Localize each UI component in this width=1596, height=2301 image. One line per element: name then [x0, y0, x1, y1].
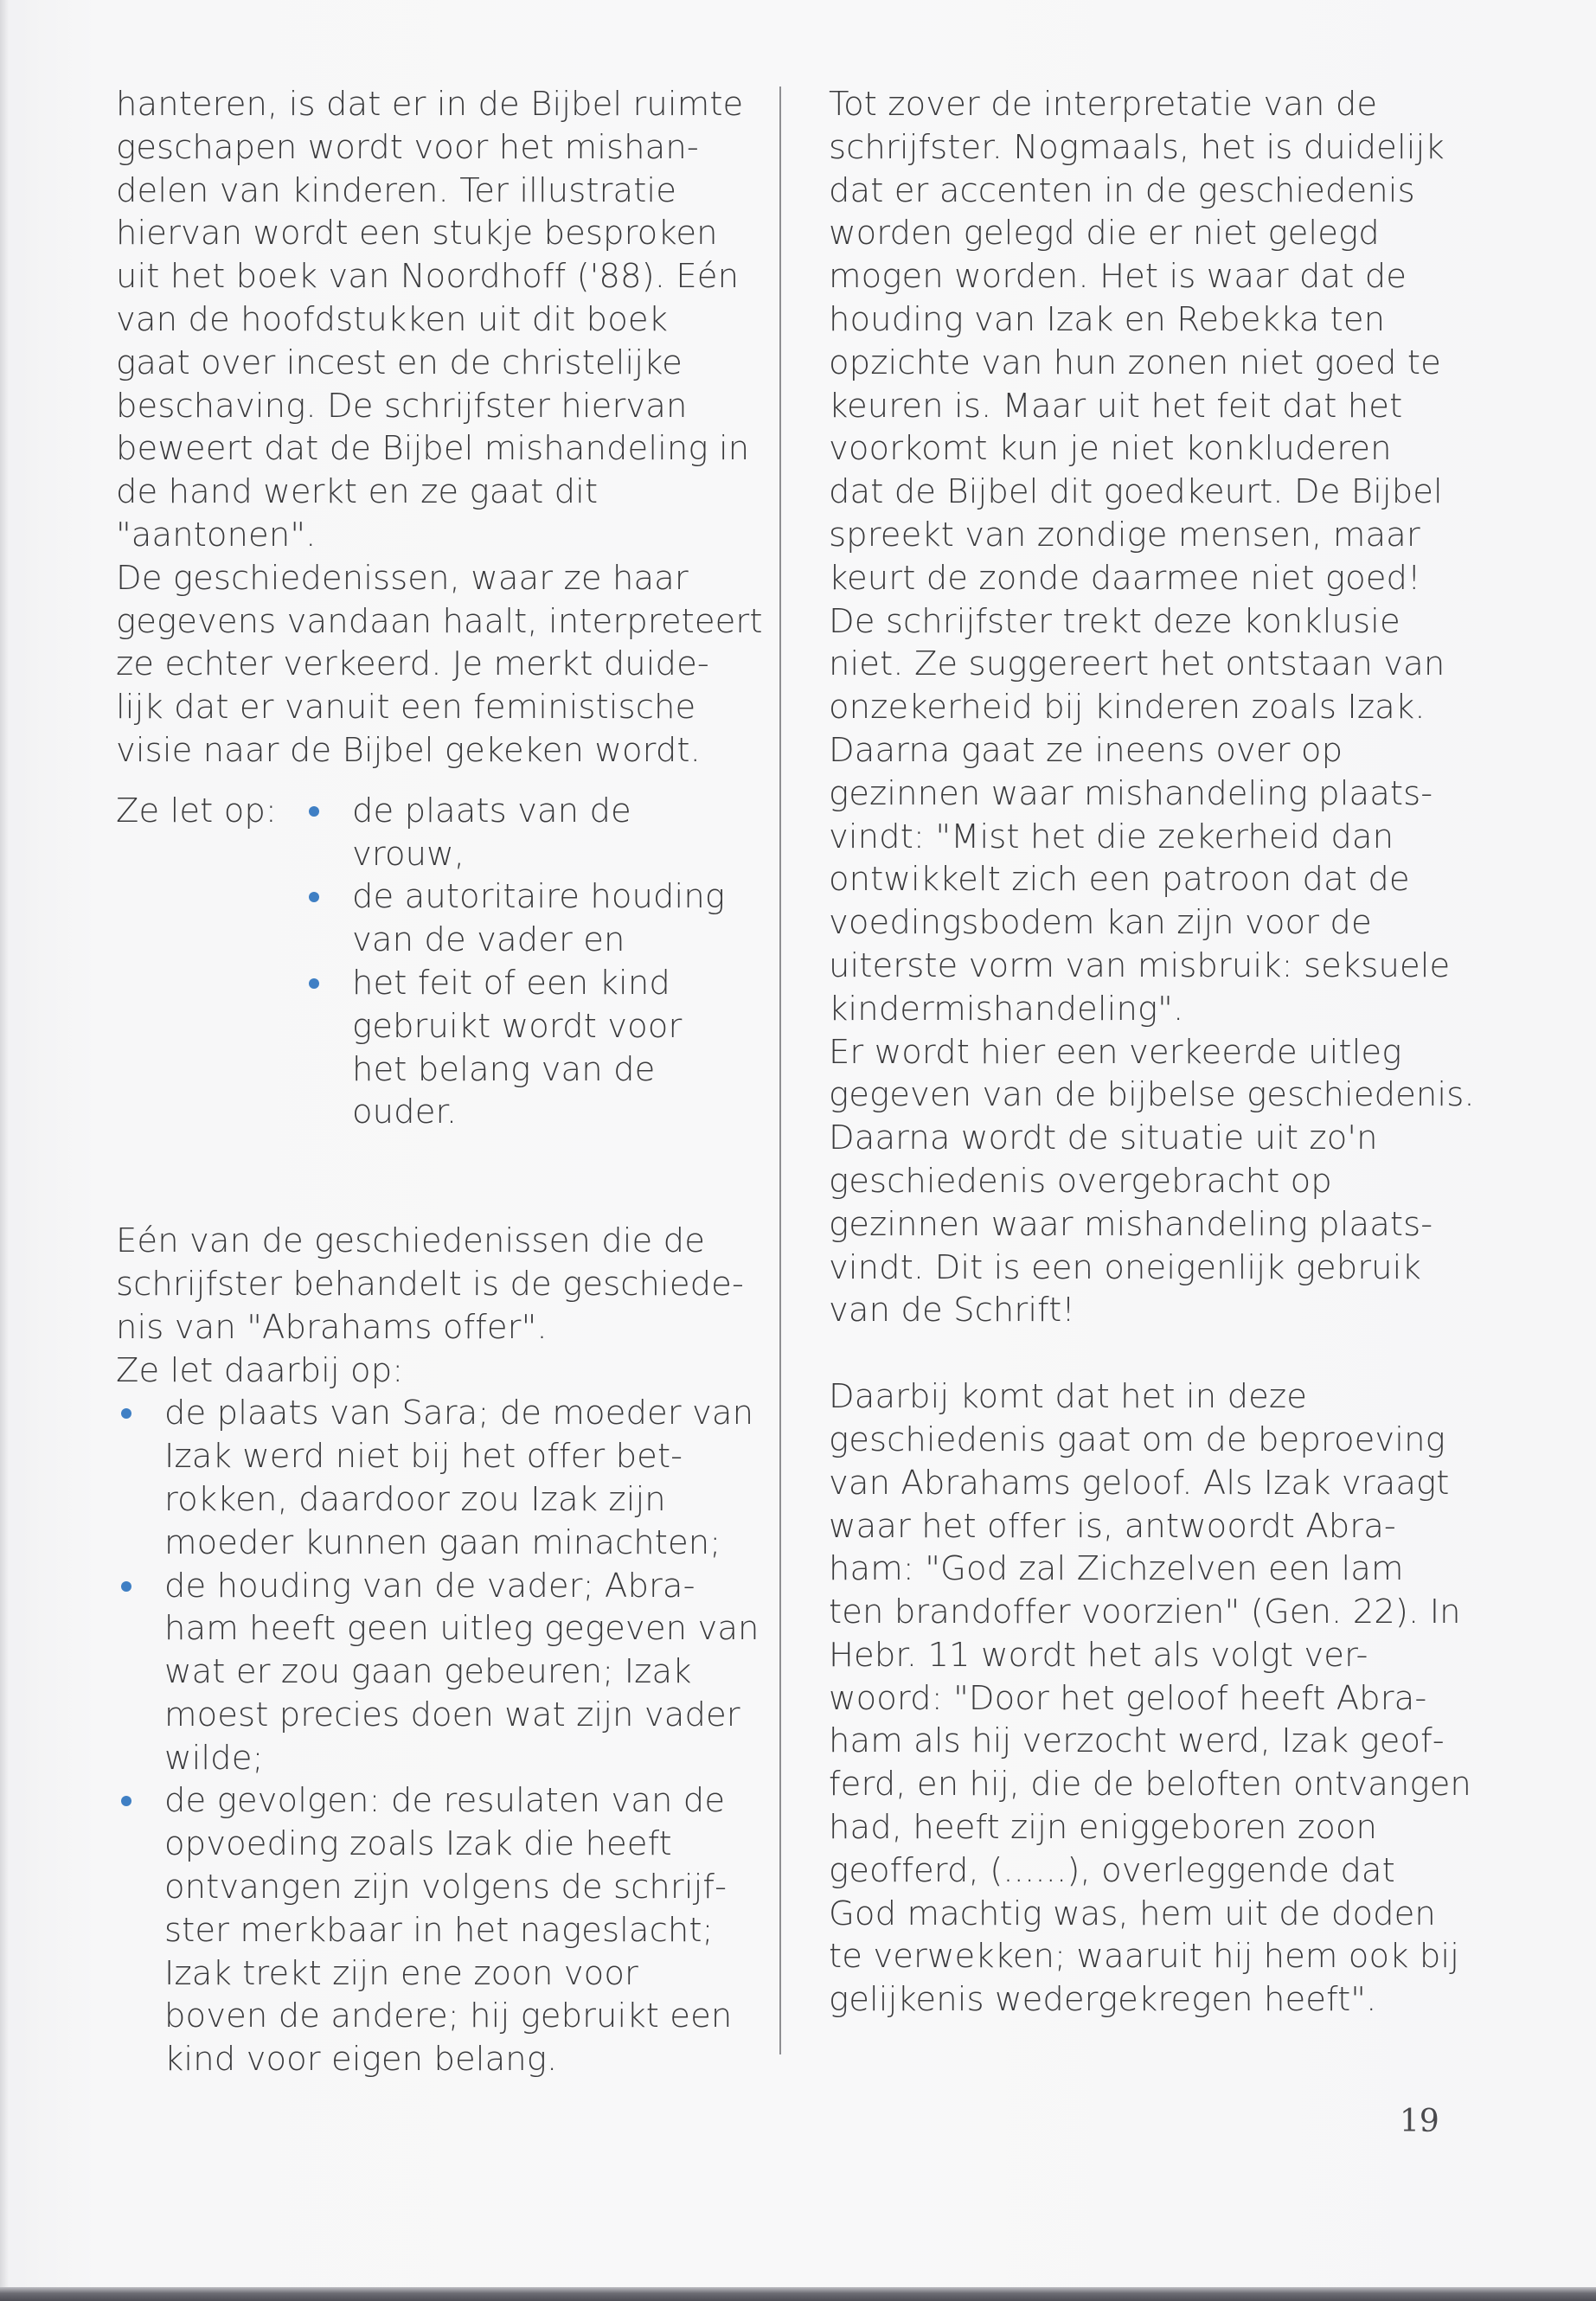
text-line: te verwekken; waaruit hij hem ook bij [829, 1937, 1459, 1977]
text-line: vindt. Dit is een oneigenlijk gebruik [829, 1247, 1421, 1287]
text-line: de houding van de vader; Abra- [164, 1566, 695, 1606]
text-line: Daarna wordt de situatie uit zo'n [829, 1118, 1378, 1158]
text-line: Eén van de geschiedenissen die de [116, 1221, 705, 1261]
text-line: gaat over incest en de christelijke [116, 343, 683, 382]
text-line: voedingsbodem kan zijn voor de [829, 903, 1372, 943]
text-line: gegeven van de bijbelse geschiedenis. [829, 1075, 1475, 1115]
text-line: delen van kinderen. Ter illustratie [116, 170, 676, 210]
text-line: wat er zou gaan gebeuren; Izak [164, 1652, 692, 1692]
text-line: Tot zover de interpretatie van de [829, 85, 1378, 124]
text-line: van de Schrift! [829, 1291, 1075, 1330]
text-line: ontvangen zijn volgens de schrijf- [164, 1868, 727, 1907]
text-line: van de vader en [352, 920, 625, 960]
ze-let-op-list [352, 790, 739, 1134]
text-line: gebruikt wordt voor [352, 1006, 683, 1046]
bullet-icon [121, 1408, 131, 1419]
text-line: niet. Ze suggereert het ontstaan van [829, 644, 1445, 684]
text-line: de gevolgen: de resulaten van de [164, 1781, 726, 1821]
text-line: hiervan wordt een stukje besproken [116, 214, 718, 253]
list-item [116, 1392, 754, 1564]
text-line: moest precies doen wat zijn vader [164, 1695, 740, 1734]
text-line: ham als hij verzocht werd, Izak geof- [829, 1721, 1445, 1761]
list-item [352, 790, 739, 876]
list-item [116, 1779, 739, 2081]
text-line: de plaats van Sara; de moeder van [164, 1394, 754, 1433]
list-item [352, 875, 739, 962]
text-line: De geschiedenissen, waar ze haar [116, 558, 689, 598]
text-line: voorkomt kun je niet konkluderen [829, 429, 1392, 469]
scan-bottom-edge [0, 2287, 1596, 2301]
text-line: geschapen wordt voor het mishan- [116, 127, 699, 167]
text-line: ferd, en hij, die de beloften ontvangen [829, 1765, 1471, 1804]
text-line: keuren is. Maar uit het feit dat het [829, 386, 1403, 426]
text-line: het feit of een kind [352, 963, 670, 1003]
text-line: gezinnen waar mishandeling plaats- [829, 773, 1433, 813]
text-line: van de hoofdstukken uit dit boek [116, 299, 669, 339]
text-line: van Abrahams geloof. Als Izak vraagt [829, 1463, 1450, 1503]
text-line: rokken, daardoor zou Izak zijn [164, 1479, 666, 1519]
page-number: 19 [1400, 2104, 1439, 2139]
right-paragraph-2 [829, 1375, 1471, 2022]
bullet-icon [309, 806, 319, 817]
bullet-icon [121, 1796, 131, 1806]
text-line: schrijfster behandelt is de geschiede- [116, 1264, 744, 1304]
text-line: spreekt van zondige mensen, maar [829, 515, 1420, 554]
text-line: keurt de zonde daarmee niet goed! [829, 558, 1421, 598]
text-line: beweert dat de Bijbel mishandeling in [116, 429, 750, 469]
text-line: opzichte van hun zonen niet goed te [829, 343, 1441, 382]
left-paragraph-3 [116, 1220, 744, 1392]
text-line: moeder kunnen gaan minachten; [164, 1522, 721, 1562]
right-paragraph-1 [829, 83, 1475, 1332]
column-divider [779, 87, 781, 2054]
text-line: opvoeding zoals Izak die heeft [164, 1824, 672, 1864]
text-line: de autoritaire houding [352, 877, 726, 917]
text-line: uiterste vorm van misbruik: seksuele [829, 945, 1451, 985]
text-line: lijk dat er vanuit een feministische [116, 688, 696, 727]
text-line: Izak werd niet bij het offer bet- [164, 1437, 683, 1477]
text-line: ham: "God zal Zichzelven een lam [829, 1549, 1404, 1589]
text-line: gelijkenis wedergekregen heeft". [829, 1980, 1377, 2020]
ze-let-op-block [116, 790, 739, 1134]
text-line: woord: "Door het geloof heeft Abra- [829, 1678, 1427, 1718]
list-item [352, 962, 739, 1134]
text-line: het belang van de [352, 1049, 656, 1089]
text-line: ham heeft geen uitleg gegeven van [164, 1609, 760, 1649]
text-line: worden gelegd die er niet gelegd [829, 214, 1380, 253]
text-line: "aantonen". [116, 515, 317, 554]
text-line: ouder. [352, 1093, 458, 1132]
text-line: ten brandoffer voorzien" (Gen. 22). In [829, 1593, 1461, 1632]
text-line: beschaving. De schrijfster hiervan [116, 386, 688, 426]
text-line: de plaats van de [352, 791, 631, 830]
text-line: visie naar de Bijbel gekeken wordt. [116, 730, 701, 770]
text-line: Er wordt hier een verkeerde uitleg [829, 1032, 1402, 1072]
left-paragraph-1 [116, 83, 750, 557]
text-line: Daarna gaat ze ineens over op [829, 730, 1343, 770]
bullet-icon [121, 1581, 131, 1592]
text-line: waar het offer is, antwoordt Abra- [829, 1506, 1396, 1546]
text-line: dat er accenten in de geschiedenis [829, 170, 1415, 210]
text-line: ontwikkelt zich een patroon dat de [829, 860, 1410, 900]
left-paragraph-2 [116, 557, 763, 772]
bullet-icon [309, 892, 319, 902]
text-line: schrijfster. Nogmaals, het is duidelijk [829, 127, 1445, 167]
text-line: boven de andere; hij gebruikt een [164, 1997, 733, 2036]
text-line: Daarbij komt dat het in deze [829, 1377, 1307, 1417]
text-line: de hand werkt en ze gaat dit [116, 472, 599, 512]
text-line: had, heeft zijn eniggeboren zoon [829, 1808, 1378, 1848]
text-line: geschiedenis gaat om de beproeving [829, 1420, 1445, 1459]
text-line: Ze let daarbij op: [116, 1350, 404, 1390]
text-line: dat de Bijbel dit goedkeurt. De Bijbel [829, 472, 1443, 512]
list-item [116, 1565, 760, 1780]
text-line: uit het boek van Noordhoff ('88). Eén [116, 257, 740, 297]
left-column [116, 83, 763, 2081]
text-line: nis van "Abrahams offer". [116, 1307, 548, 1347]
text-line: Izak trekt zijn ene zoon voor [164, 1953, 638, 1993]
text-line: mogen worden. Het is waar dat de [829, 257, 1407, 297]
text-line: De schrijfster trekt deze konklusie [829, 601, 1401, 641]
text-line: ze echter verkeerd. Je merkt duide- [116, 644, 709, 684]
text-line: kind voor eigen belang. [164, 2040, 558, 2080]
text-line: wilde; [164, 1738, 264, 1778]
bullet-icon [309, 978, 319, 989]
text-line: geofferd, (......), overleggende dat [829, 1850, 1395, 1890]
text-line: vrouw, [352, 834, 465, 874]
text-line: God machtig was, hem uit de doden [829, 1894, 1436, 1933]
text-line: kindermishandeling". [829, 989, 1184, 1029]
text-line: vindt: "Mist het die zekerheid dan [829, 817, 1394, 856]
text-line: Hebr. 11 wordt het als volgt ver- [829, 1635, 1368, 1675]
text-line: houding van Izak en Rebekka ten [829, 299, 1386, 339]
ze-let-op-label: Ze let op: [116, 791, 277, 830]
text-line: geschiedenis overgebracht op [829, 1161, 1332, 1201]
right-column [829, 83, 1475, 2022]
text-line: onzekerheid bij kinderen zoals Izak. [829, 688, 1426, 727]
page-edge-shadow [0, 0, 9, 2301]
text-line: gezinnen waar mishandeling plaats- [829, 1204, 1433, 1244]
abrahams-offer-list [116, 1392, 760, 2081]
text-line: ster merkbaar in het nageslacht; [164, 1910, 714, 1950]
text-line: hanteren, is dat er in de Bijbel ruimte [116, 85, 744, 124]
text-line: gegevens vandaan haalt, interpreteert [116, 601, 763, 641]
